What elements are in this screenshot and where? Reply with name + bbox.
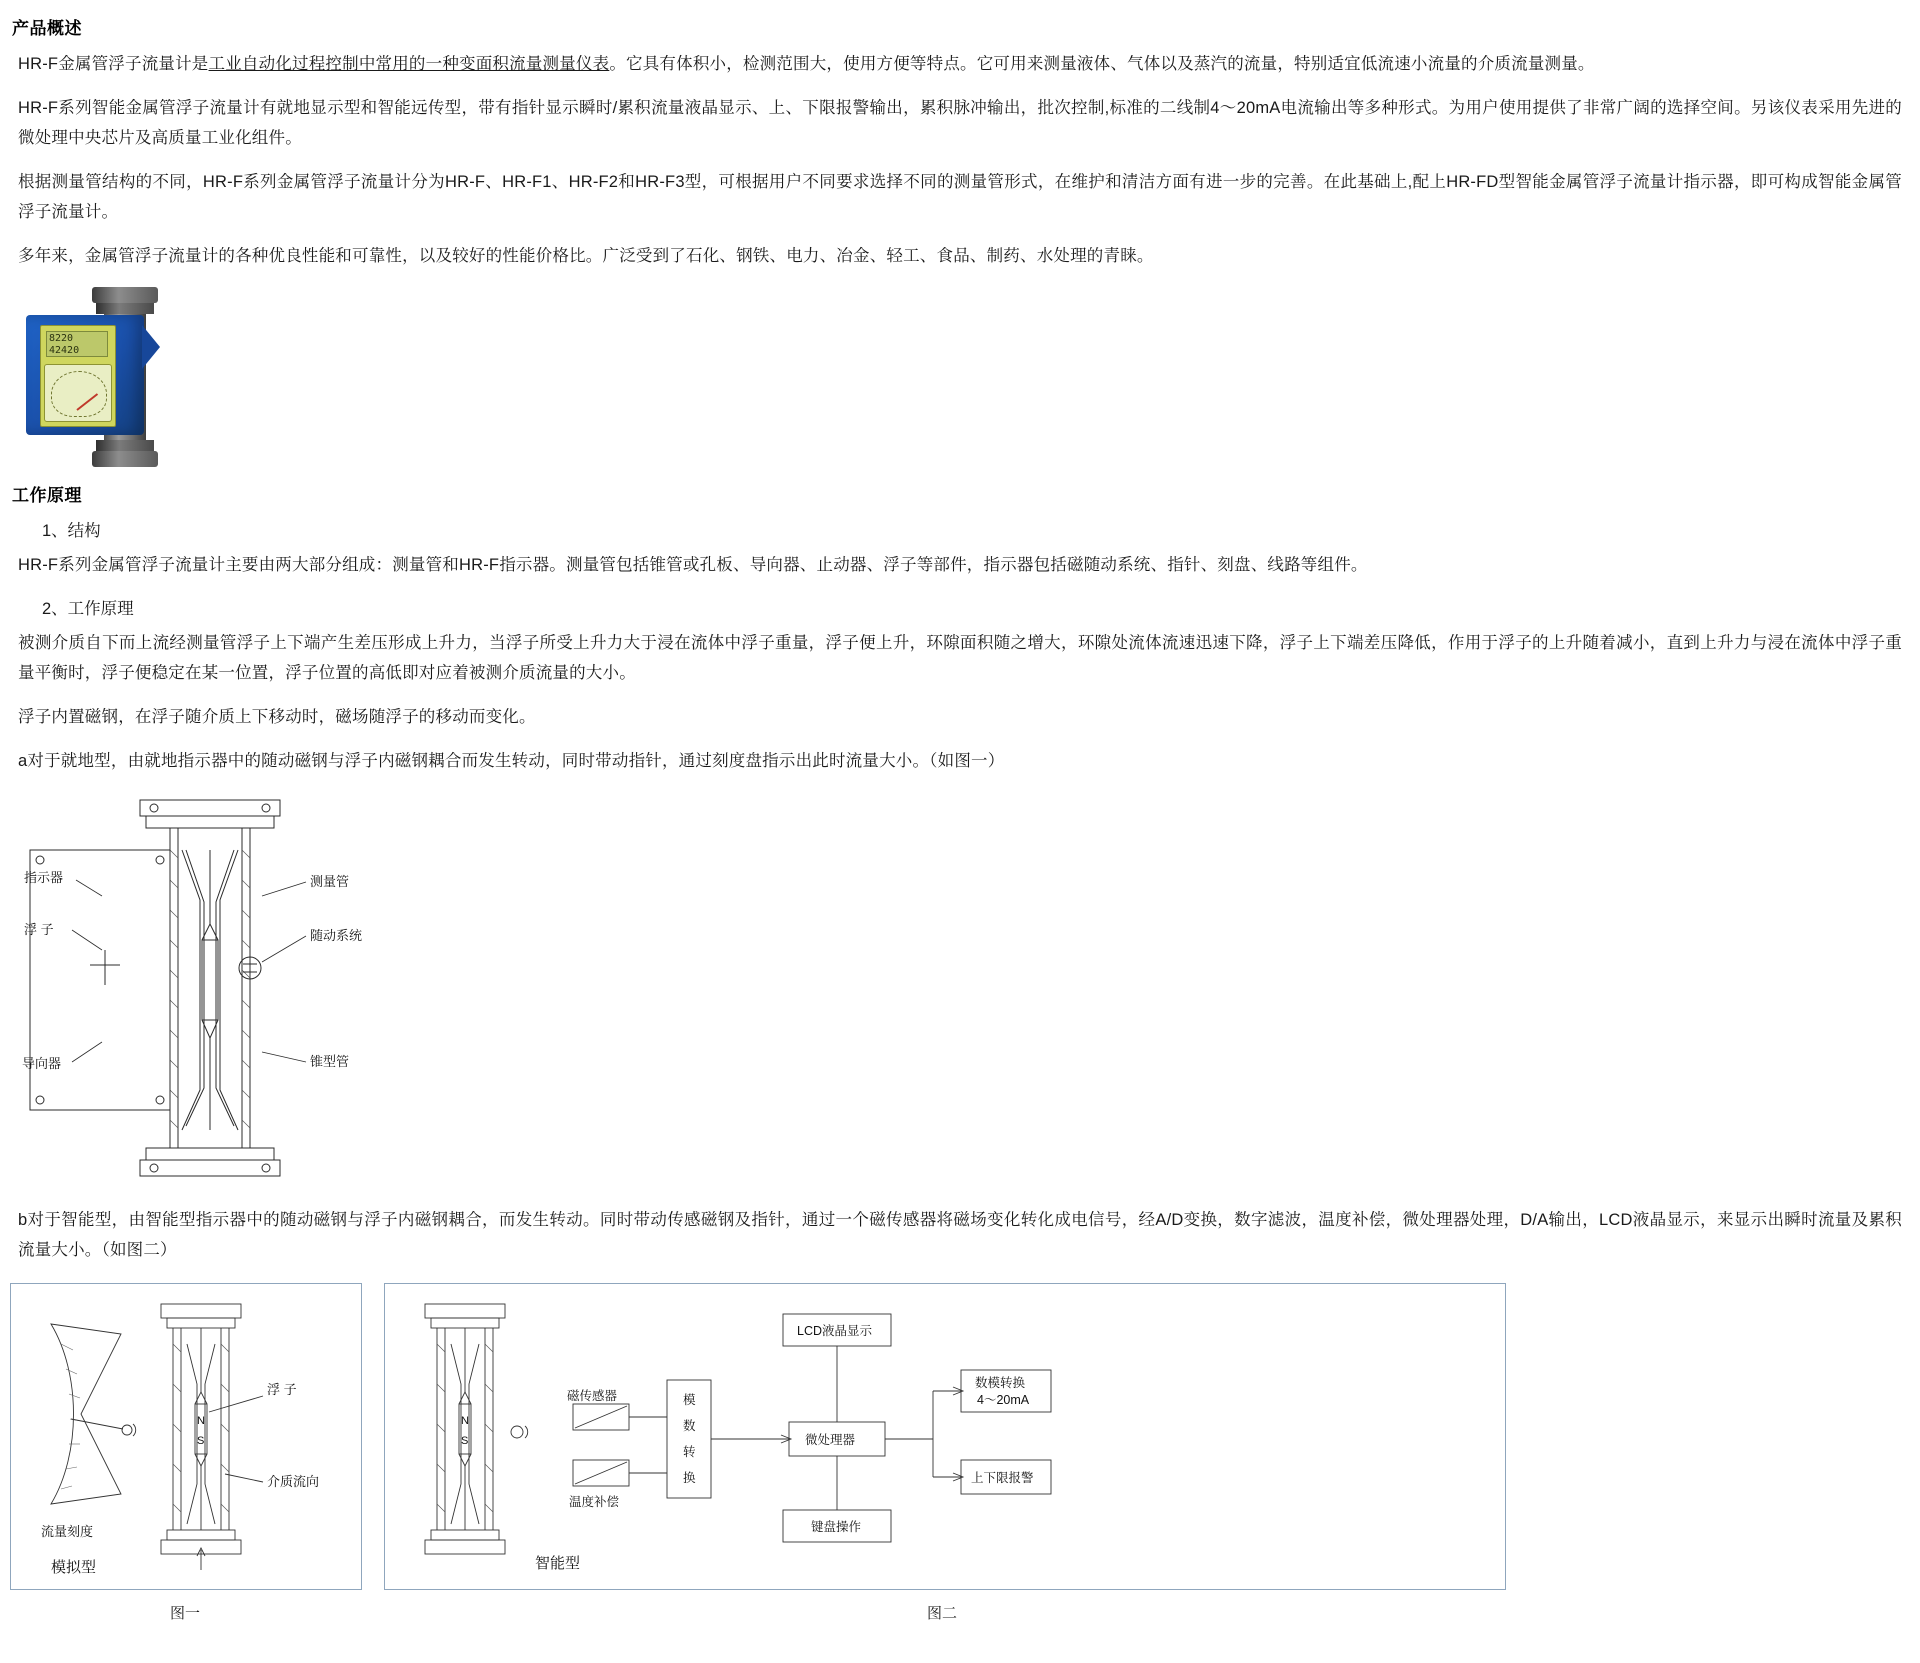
flange-top-inner — [96, 303, 154, 314]
figure-two-type-label: 智能型 — [535, 1555, 581, 1572]
label-float: 浮 子 — [24, 922, 54, 937]
paragraph-overview-3: 根据测量管结构的不同，HR-F系列金属管浮子流量计分为HR-F、HR-F1、HR-F2和HR-F3型，可根据用户不同要求选择不同的测量管形式，在维护和清洁方面有进一步的完善。在此基础上,配上HR-FD型智能金属管浮子流量计指示器，即可构成智能金属管浮子流量计。 — [18, 173, 1902, 221]
figure-captions-row — [10, 1596, 1920, 1623]
figure-two-label-da-1: 数模转换 — [975, 1376, 1026, 1390]
paragraph-overview-1 — [18, 49, 1902, 79]
product-photo — [18, 287, 198, 467]
label-guide: 导向器 — [22, 1056, 62, 1071]
paragraph-principle: 被测介质自下而上流经测量管浮子上下端产生差压形成上升力，当浮子所受上升力大于浸在流体中浮子重量，浮子便上升，环隙面积随之增大，环隙处流体流速迅速下降，浮子上下端差压降低，作用于浮子的上升随着减小，直到上升力与浸在流体中浮子重量平衡时，浮子便稳定在某一位置，浮子位置的高低即对应着被测介质流量的大小。 — [18, 634, 1902, 682]
label-follower-system: 随动系统 — [310, 928, 363, 943]
figure-one-label-scale: 流量刻度 — [41, 1524, 94, 1539]
lcd-screen — [46, 331, 108, 357]
flange-bottom-inner — [96, 440, 154, 451]
paragraph-smart-type: b对于智能型，由智能型指示器中的随动磁钢与浮子内磁钢耦合，而发生转动。同时带动传感磁钢及指针，通过一个磁传感器将磁场变化转化成电信号，经A/D变换，数字滤波，温度补偿，微处理器处理，D/A输出，LCD液晶显示，来显示出瞬时流量及累积流量大小。（如图二） — [18, 1211, 1902, 1259]
figure-two-label-ad-1: 模 — [683, 1393, 696, 1407]
figure-two-magnet-n: N — [461, 1415, 469, 1427]
figure-one-label-float: 浮 子 — [267, 1382, 297, 1397]
figure-two-magnet-s: S — [461, 1435, 469, 1447]
figure-two-label-lcd: LCD液晶显示 — [797, 1324, 873, 1338]
label-cone-tube: 锥型管 — [310, 1054, 350, 1069]
figure-one-caption: 图一 — [169, 1605, 200, 1622]
indicator-faceplate — [40, 325, 116, 427]
figure-cutaway-diagram — [10, 790, 1920, 1195]
paragraph-overview-4: 多年来，金属管浮子流量计的各种优良性能和可靠性，以及较好的性能价格比。广泛受到了石化、钢铁、电力、冶金、轻工、食品、制药、水处理的青睐。 — [18, 247, 1154, 265]
section-heading-working-principle: 工作原理 — [12, 486, 82, 505]
figure-two-label-magnetic-sensor: 磁传感器 — [567, 1389, 618, 1403]
paragraph-overview-2: HR-F系列智能金属管浮子流量计有就地显示型和智能远传型，带有指针显示瞬时/累积流量液晶显示、上、下限报警输出，累积脉冲输出，批次控制,标准的二线制4～20mA电流输出等多种形式。为用户使用提供了非常广阔的选择空间。另该仪表采用先进的微处理中央芯片及高质量工业化组件。 — [18, 99, 1902, 147]
dial-scale-arc — [51, 371, 107, 417]
figure-two-label-da-2: 4～20mA — [977, 1393, 1030, 1407]
figure-two-label-keyboard: 键盘操作 — [811, 1520, 862, 1534]
figure-one-label-flow: 介质流向 — [267, 1474, 320, 1489]
list-item-principle: 2、工作原理 — [42, 600, 134, 618]
figure-one-magnet-n: N — [197, 1415, 205, 1427]
indicator-housing — [26, 315, 144, 435]
flange-top — [92, 287, 158, 303]
paragraph-local-type: a对于就地型，由就地指示器中的随动磁钢与浮子内磁钢耦合而发生转动，同时带动指针，通过刻度盘指示出此时流量大小。（如图一） — [18, 752, 1005, 770]
figure-two-label-microprocessor: 微处理器 — [805, 1433, 856, 1447]
analog-dial — [44, 364, 112, 422]
list-item-structure: 1、结构 — [42, 522, 101, 540]
figure-two-caption: 图二 — [926, 1605, 957, 1622]
figure-two-label-alarm: 上下限报警 — [971, 1471, 1034, 1485]
flange-bottom — [92, 451, 158, 467]
figure-two-label-ad-4: 换 — [683, 1471, 696, 1485]
paragraph-overview-1-text: HR-F金属管浮子流量计是工业自动化过程控制中常用的一种变面积流量测量仪表。它具有体积小，检测范围大，使用方便等特点。它可用来测量液体、气体以及蒸汽的流量，特别适宜低流速小流量的介质流量测量。 — [18, 55, 1595, 73]
lcd-line-2: 42420 — [49, 345, 80, 356]
figure-two-label-ad-3: 转 — [683, 1445, 696, 1459]
figure-two-label-ad-2: 数 — [683, 1419, 696, 1433]
label-measuring-tube: 测量管 — [310, 874, 350, 889]
figure-one-type-label: 模拟型 — [51, 1559, 97, 1576]
figure-one-magnet-s: S — [197, 1435, 205, 1447]
paragraph-structure: HR-F系列金属管浮子流量计主要由两大部分组成：测量管和HR-F指示器。测量管包括锥管或孔板、导向器、止动器、浮子等部件，指示器包括磁随动系统、指针、刻盘、线路等组件。 — [18, 556, 1368, 574]
paragraph-magnet: 浮子内置磁钢，在浮子随介质上下移动时，磁场随浮子的移动而变化。 — [18, 708, 536, 726]
lcd-line-1: 8220 — [49, 333, 74, 344]
label-indicator: 指示器 — [24, 870, 64, 885]
section-heading-product-overview: 产品概述 — [12, 19, 82, 38]
figure-two-label-temperature-compensation: 温度补偿 — [569, 1495, 620, 1509]
